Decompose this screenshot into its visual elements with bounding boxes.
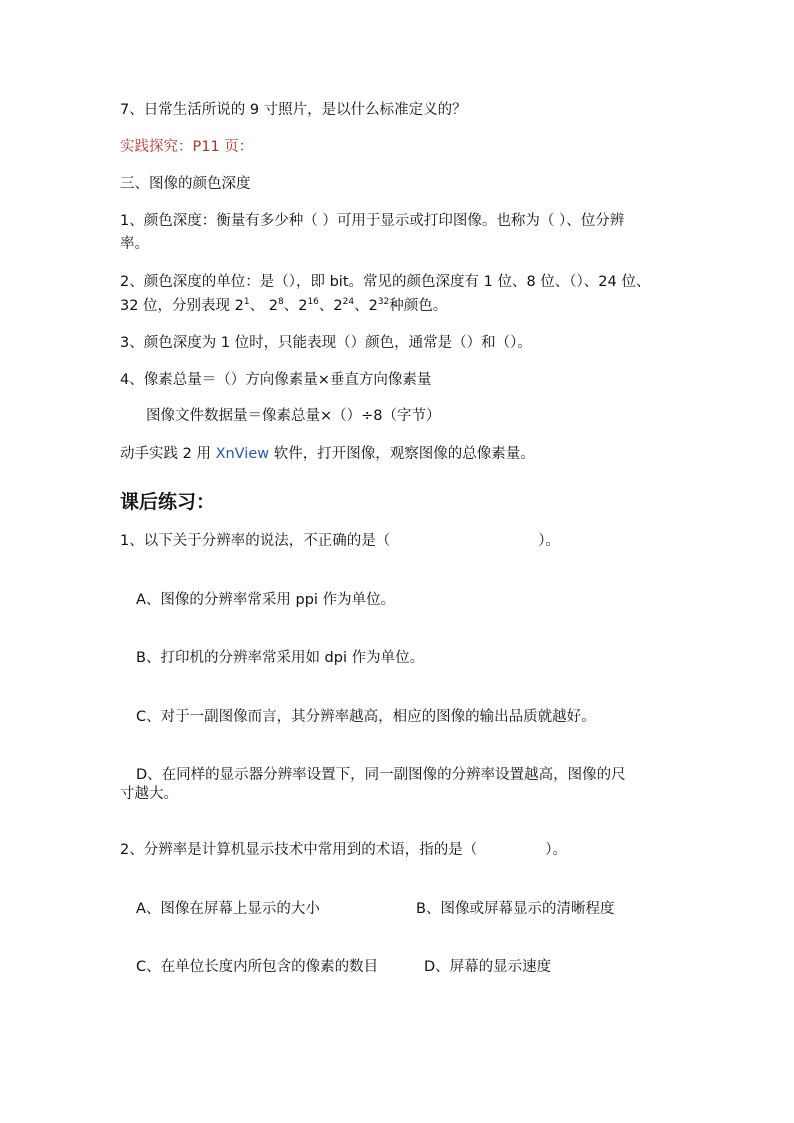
item-2-sep-2: 、2	[283, 298, 308, 314]
hands-on-after: 软件，打开图像，观察图像的总像素量。	[269, 446, 535, 462]
exercise-2-option-a: A、图像在屏幕上显示的大小	[136, 901, 320, 917]
item-2-sep-1: 、 2	[249, 298, 278, 314]
item-1-line-1: 1、颜色深度：衡量有多少种（ ）可用于显示或打印图像。也称为（ ）、位分辨	[120, 213, 625, 229]
exponent-32: 32	[377, 297, 390, 308]
section-3-title: 三、图像的颜色深度	[120, 176, 251, 192]
exercise-2-option-d: D、屏幕的显示速度	[424, 959, 552, 975]
item-4-formula: 图像文件数据量＝像素总量×（）÷8（字节）	[146, 408, 441, 424]
item-2-sep-4: 、2	[354, 298, 378, 314]
exercise-1-option-d-line-2: 寸越大。	[120, 786, 178, 802]
item-4: 4、像素总量＝（）方向像素量×垂直方向像素量	[120, 372, 432, 388]
exercise-1-option-a: A、图像的分辨率常采用 ppi 作为单位。	[136, 592, 396, 608]
exercise-1-stem-after: ）。	[538, 533, 560, 549]
exponent-24: 24	[342, 297, 355, 308]
practice-explore-label: 实践探究：P11 页：	[120, 139, 254, 155]
item-2-suffix: 种颜色。	[389, 298, 448, 314]
xnview-software-name: XnView	[215, 446, 270, 462]
item-2-line-1: 2、颜色深度的单位：是（），即 bit。常见的颜色深度有 1 位、8 位、（）、24 位、	[120, 274, 651, 290]
exponent-8: 8	[277, 297, 284, 308]
exercise-2-stem-after: ）。	[545, 842, 567, 858]
exercise-2-option-b: B、图像或屏幕显示的清晰程度	[416, 901, 615, 917]
exercise-1-option-d-line-1: D、在同样的显示器分辨率设置下，同一副图像的分辨率设置越高，图像的尺	[136, 767, 626, 783]
hands-on-practice	[120, 444, 535, 464]
item-3: 3、颜色深度为 1 位时，只能表现（）颜色，通常是（）和（）。	[120, 335, 532, 351]
exercise-1-stem-before: 1、以下关于分辨率的说法，不正确的是（	[120, 533, 391, 549]
item-1-line-2: 率。	[120, 236, 149, 252]
exercise-1-option-c: C、对于一副图像而言，其分辨率越高，相应的图像的输出品质就越好。	[136, 709, 596, 725]
exercise-2-stem-before: 2、分辨率是计算机显示技术中常用到的术语，指的是（	[120, 842, 478, 858]
hands-on-before: 动手实践 2 用	[120, 446, 216, 462]
exercise-1-stem	[120, 531, 560, 551]
item-2-line-2	[120, 296, 447, 316]
item-2-sep-3: 、2	[318, 298, 343, 314]
item-2-prefix: 32 位，分别表现 2	[120, 298, 244, 314]
exercise-1-option-b: B、打印机的分辨率常采用如 dpi 作为单位。	[136, 650, 425, 666]
exponent-1: 1	[243, 297, 250, 308]
exercises-heading: 课后练习：	[120, 491, 216, 513]
exercise-2-stem	[120, 840, 567, 860]
exercise-2-option-c: C、在单位长度内所包含的像素的数目	[136, 959, 379, 975]
exponent-16: 16	[307, 297, 319, 308]
question-7: 7、日常生活所说的 9 寸照片，是以什么标准定义的？	[120, 102, 467, 118]
